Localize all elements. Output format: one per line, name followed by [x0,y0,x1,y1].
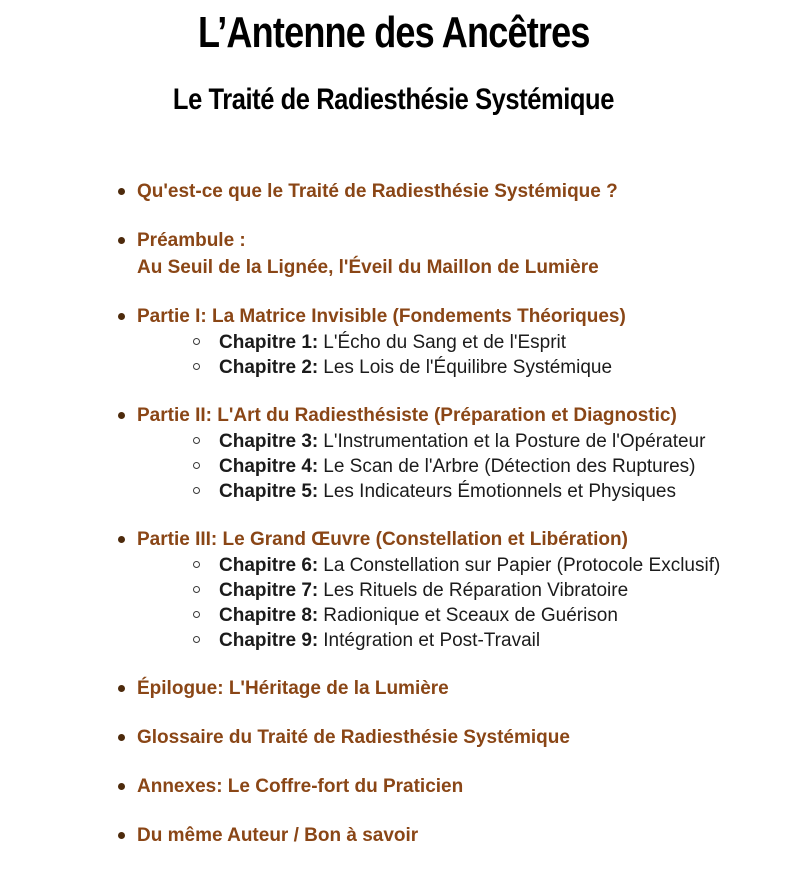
toc-entry-part3[interactable]: Partie III: Le Grand Œuvre (Constellation et Libération) [137,529,628,550]
chapter-2-title: Les Lois de l'Équilibre Systémique [323,357,613,378]
chapter-9-title: Intégration et Post-Travail [323,630,541,651]
page-title-text: L’Antenne des Ancêtres [197,8,590,57]
chapter-1-title: L'Écho du Sang et de l'Esprit [323,332,567,353]
toc-entry-auteur[interactable]: Du même Auteur / Bon à savoir [137,825,419,846]
toc-entry-preambule-line2[interactable]: Au Seuil de la Lignée, l'Éveil du Maillon de Lumière [137,257,599,278]
chapter-4-title: Le Scan de l'Arbre (Détection des Ruptures) [323,456,696,477]
chapter-8-prefix: Chapitre 8: [219,605,319,626]
table-of-contents [0,178,787,849]
toc-item-part3 [118,526,787,653]
toc-chapter-3[interactable] [193,429,787,454]
chapter-2-prefix: Chapitre 2: [219,357,319,378]
toc-item-part1 [118,303,787,380]
part3-chapter-list [137,553,787,653]
chapter-1-prefix: Chapitre 1: [219,332,319,353]
toc-chapter-4[interactable] [193,454,787,479]
chapter-5-title: Les Indicateurs Émotionnels et Physiques [323,481,677,502]
page-subtitle [0,82,787,118]
chapter-6-title: La Constellation sur Papier (Protocole Exclusif) [323,555,721,576]
toc-item-epilogue [118,675,787,702]
toc-item-part2 [118,402,787,504]
toc-item-glossaire [118,724,787,751]
toc-entry-annexes[interactable]: Annexes: Le Coffre-fort du Praticien [137,776,464,797]
toc-entry-epilogue[interactable]: Épilogue: L'Héritage de la Lumière [137,678,449,699]
toc-item-auteur [118,822,787,849]
toc-entry-preambule-line1[interactable]: Préambule : [137,230,246,251]
toc-chapter-6[interactable] [193,553,787,578]
toc-item-annexes [118,773,787,800]
chapter-9-prefix: Chapitre 9: [219,630,319,651]
chapter-3-prefix: Chapitre 3: [219,431,319,452]
toc-chapter-8[interactable] [193,603,787,628]
page-title [0,10,787,56]
toc-entry-part1[interactable]: Partie I: La Matrice Invisible (Fondements Théoriques) [137,306,626,327]
part2-chapter-list [137,429,787,504]
chapter-6-prefix: Chapitre 6: [219,555,319,576]
part1-chapter-list [137,330,787,380]
toc-entry-glossaire[interactable]: Glossaire du Traité de Radiesthésie Systémique [137,727,570,748]
chapter-4-prefix: Chapitre 4: [219,456,319,477]
toc-chapter-7[interactable] [193,578,787,603]
toc-chapter-9[interactable] [193,628,787,653]
toc-entry-intro[interactable]: Qu'est-ce que le Traité de Radiesthésie Systémique ? [137,181,618,202]
toc-entry-part2[interactable]: Partie II: L'Art du Radiesthésiste (Préparation et Diagnostic) [137,405,677,426]
chapter-3-title: L'Instrumentation et la Posture de l'Opérateur [323,431,706,452]
chapter-8-title: Radionique et Sceaux de Guérison [323,605,618,626]
toc-item-intro [118,178,787,205]
toc-chapter-1[interactable] [193,330,787,355]
chapter-7-title: Les Rituels de Réparation Vibratoire [323,580,629,601]
page-subtitle-text: Le Traité de Radiesthésie Systémique [172,83,615,116]
toc-item-preambule [118,227,787,281]
toc-chapter-5[interactable] [193,479,787,504]
toc-chapter-2[interactable] [193,355,787,380]
chapter-5-prefix: Chapitre 5: [219,481,319,502]
chapter-7-prefix: Chapitre 7: [219,580,319,601]
